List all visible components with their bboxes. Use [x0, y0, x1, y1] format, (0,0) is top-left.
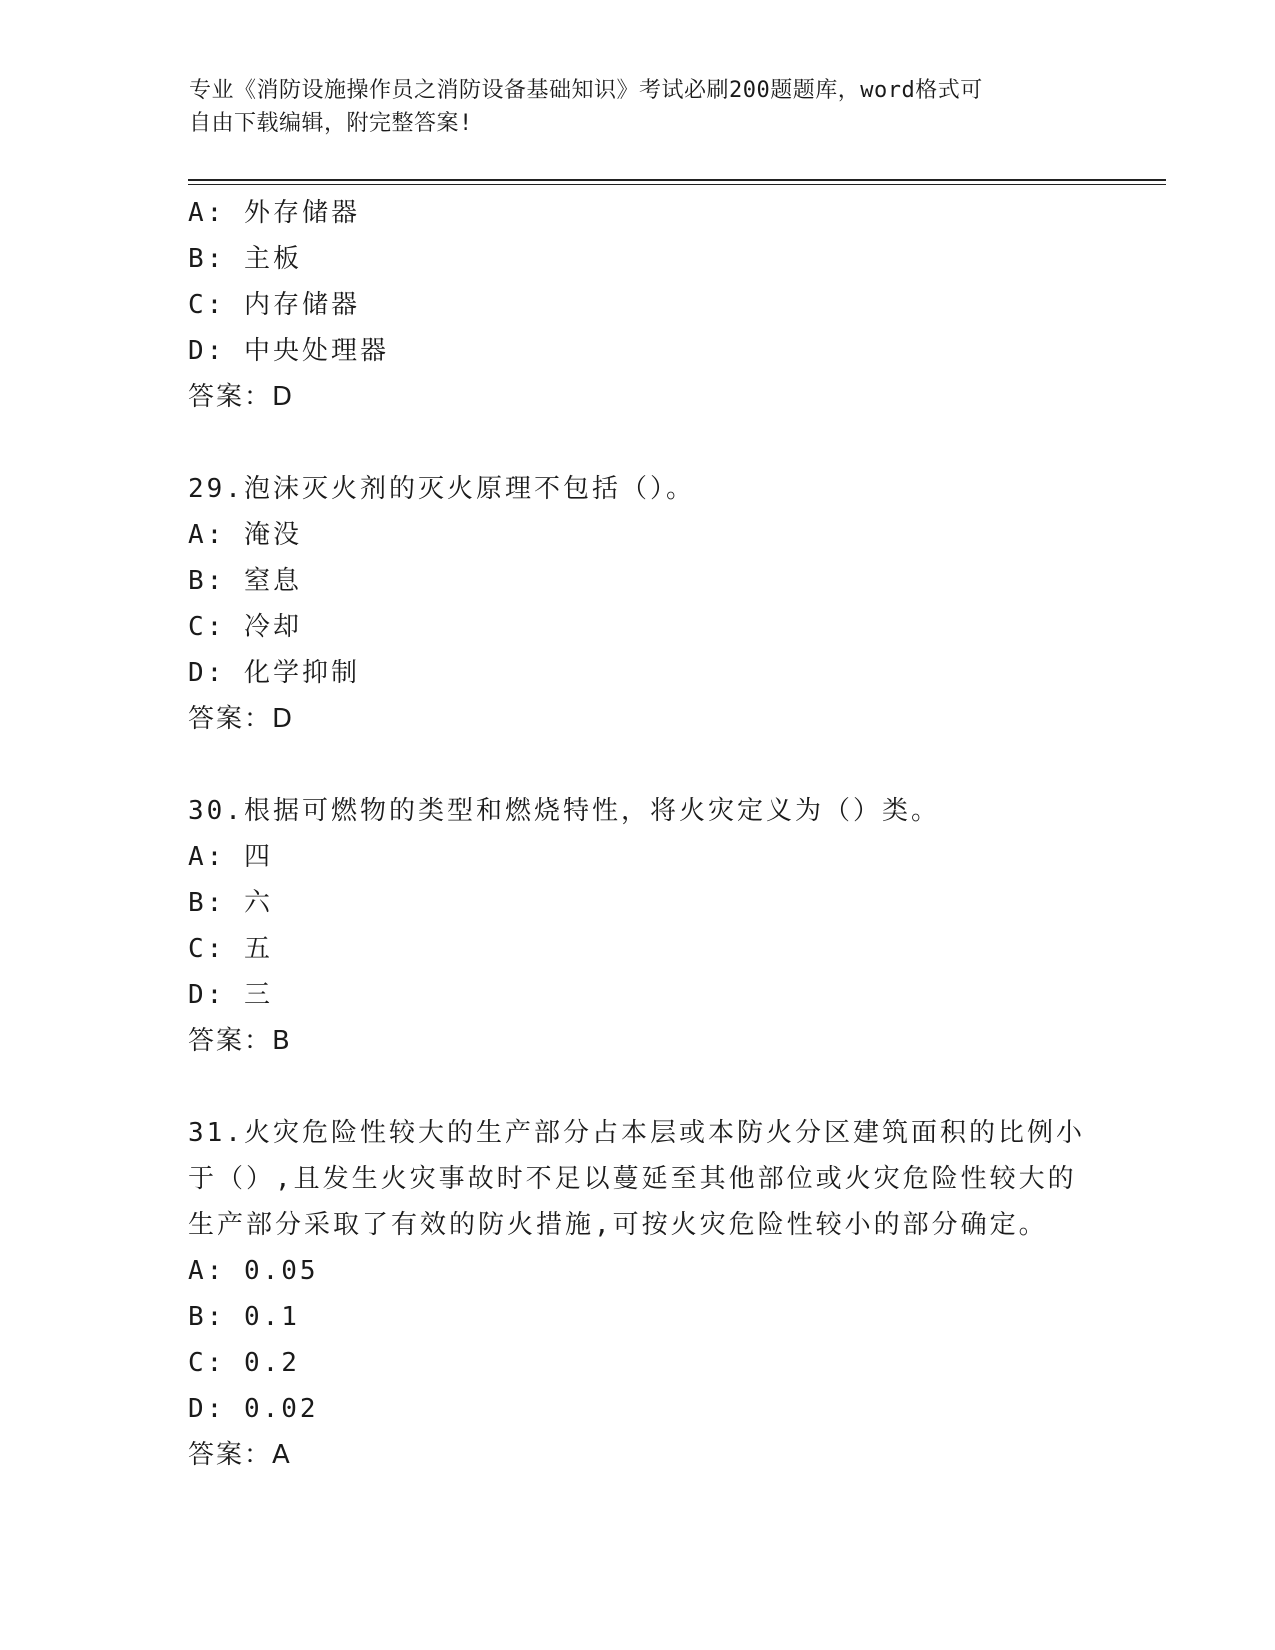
option-c: C: 0.2 — [188, 1348, 300, 1378]
question-29 — [188, 466, 1088, 742]
option-d: D: 化学抑制 — [188, 658, 360, 688]
option-c: C: 内存储器 — [188, 290, 360, 320]
option-d: D: 0.02 — [188, 1394, 319, 1424]
option-b: B: 0.1 — [188, 1302, 300, 1332]
question-text: 29.泡沫灭火剂的灭火原理不包括（）。 — [188, 474, 695, 504]
header-line-1: 专业《消防设施操作员之消防设备基础知识》考试必刷200题题库，word格式可 — [189, 78, 983, 103]
question-text-line-1: 31.火灾危险性较大的生产部分占本层或本防火分区建筑面积的比例小 — [188, 1118, 1085, 1148]
header-line-2: 自由下载编辑，附完整答案! — [189, 111, 473, 136]
document-header — [189, 74, 1069, 140]
option-d: D: 三 — [188, 980, 273, 1010]
option-b: B: 窒息 — [188, 566, 302, 596]
question-text-line-2: 于（）,且发生火灾事故时不足以蔓延至其他部位或火灾危险性较大的 — [188, 1164, 1077, 1194]
answer: 答案：D — [188, 704, 295, 734]
option-b: B: 六 — [188, 888, 273, 918]
question-text-line-3: 生产部分采取了有效的防火措施,可按火灾危险性较小的部分确定。 — [188, 1210, 1048, 1240]
question-text — [188, 1110, 1088, 1248]
question-28 — [188, 190, 1088, 420]
spacer — [188, 420, 1088, 466]
option-c: C: 冷却 — [188, 612, 302, 642]
option-d: D: 中央处理器 — [188, 336, 389, 366]
spacer — [188, 1064, 1088, 1110]
question-30 — [188, 788, 1088, 1064]
question-text: 30.根据可燃物的类型和燃烧特性，将火灾定义为（）类。 — [188, 796, 940, 826]
spacer — [188, 742, 1088, 788]
option-a: A: 四 — [188, 842, 273, 872]
header-divider — [188, 179, 1166, 185]
question-31 — [188, 1110, 1088, 1478]
option-b: B: 主板 — [188, 244, 302, 274]
answer: 答案：D — [188, 382, 295, 412]
option-a: A: 0.05 — [188, 1256, 319, 1286]
question-list — [188, 190, 1088, 1478]
option-a: A: 外存储器 — [188, 198, 360, 228]
option-c: C: 五 — [188, 934, 273, 964]
option-a: A: 淹没 — [188, 520, 302, 550]
answer: 答案：B — [188, 1026, 292, 1056]
answer: 答案：A — [188, 1440, 292, 1470]
